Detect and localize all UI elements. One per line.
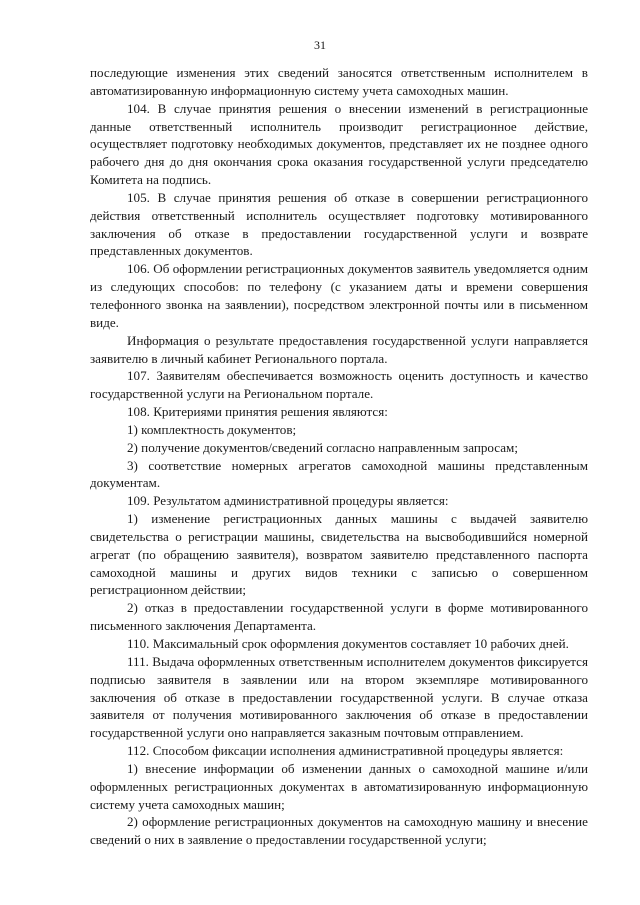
- paragraph: 1) комплектность документов;: [127, 421, 297, 437]
- paragraph: 2) получение документов/сведений согласно направленным запросам;: [127, 439, 518, 455]
- paragraph: 1) изменение регистрационных данных машины с выдачей заявителю свидетельства о регистрации машины, свидетельства на высвободившийся номерной агрегат (по обращению заявителя), возвратом заявителю представленного паспорта самоходной машины и других видов техники с записью о совершенном регистрационном действии;: [90, 511, 588, 598]
- document-body: [90, 64, 588, 849]
- page-number: 31: [314, 38, 326, 52]
- paragraph: 108. Критериями принятия решения являются:: [127, 404, 388, 420]
- paragraph: 2) отказ в предоставлении государственной услуги в форме мотивированного письменного заключения Департамента.: [90, 600, 588, 634]
- paragraph: 112. Способом фиксации исполнения административной процедуры является:: [127, 743, 564, 759]
- paragraph: последующие изменения этих сведений заносятся ответственным исполнителем в автоматизированную информационную систему учета самоходных машин.: [90, 65, 588, 98]
- paragraph: 2) оформление регистрационных документов на самоходную машину и внесение сведений о них в заявление о предоставлении государственной услуги;: [90, 814, 588, 848]
- paragraph: 109. Результатом административной процедуры является:: [127, 493, 449, 509]
- paragraph: 107. Заявителям обеспечивается возможность оценить доступность и качество государственной услуги на Региональном портале.: [90, 368, 588, 402]
- paragraph: 106. Об оформлении регистрационных документов заявитель уведомляется одним из следующих способов: по телефону (с указанием даты и времени совершения телефонного звонка на заявлении), посредством электронной почты или в письменном виде.: [90, 261, 588, 330]
- paragraph: Информация о результате предоставления государственной услуги направляется заявителю в личный кабинет Регионального портала.: [90, 332, 588, 366]
- paragraph: 104. В случае принятия решения о внесении изменений в регистрационные данные ответственный исполнитель производит регистрационное действие, осуществляет подготовку необходимых документов, представляет их не позднее одного рабочего дня до дня окончания срока оказания государственной услуги председателю Комитета на подпись.: [90, 100, 588, 188]
- paragraph: 111. Выдача оформленных ответственным исполнителем документов фиксируется подписью заявителя в заявлении или на втором экземпляре мотивированного заключения об отказе в предоставлении государственной услуги. В случае отказа заявителя от получения мотивированного заключения об отказе в предоставлении государственной услуги оно направляется заказным почтовым отправлением.: [90, 653, 588, 741]
- paragraph: 1) внесение информации об изменении данных о самоходной машине и/или оформленных регистрационных документах в автоматизированную информационную систему учета самоходных машин;: [90, 760, 588, 812]
- paragraph: 105. В случае принятия решения об отказе в совершении регистрационного действия ответственный исполнитель осуществляет подготовку мотивированного заключения об отказе в предоставлении государственной услуги и возврате представленных документов.: [90, 189, 588, 259]
- paragraph: 110. Максимальный срок оформления документов составляет 10 рабочих дней.: [127, 636, 569, 651]
- paragraph: 3) соответствие номерных агрегатов самоходной машины представленным документам.: [90, 457, 588, 491]
